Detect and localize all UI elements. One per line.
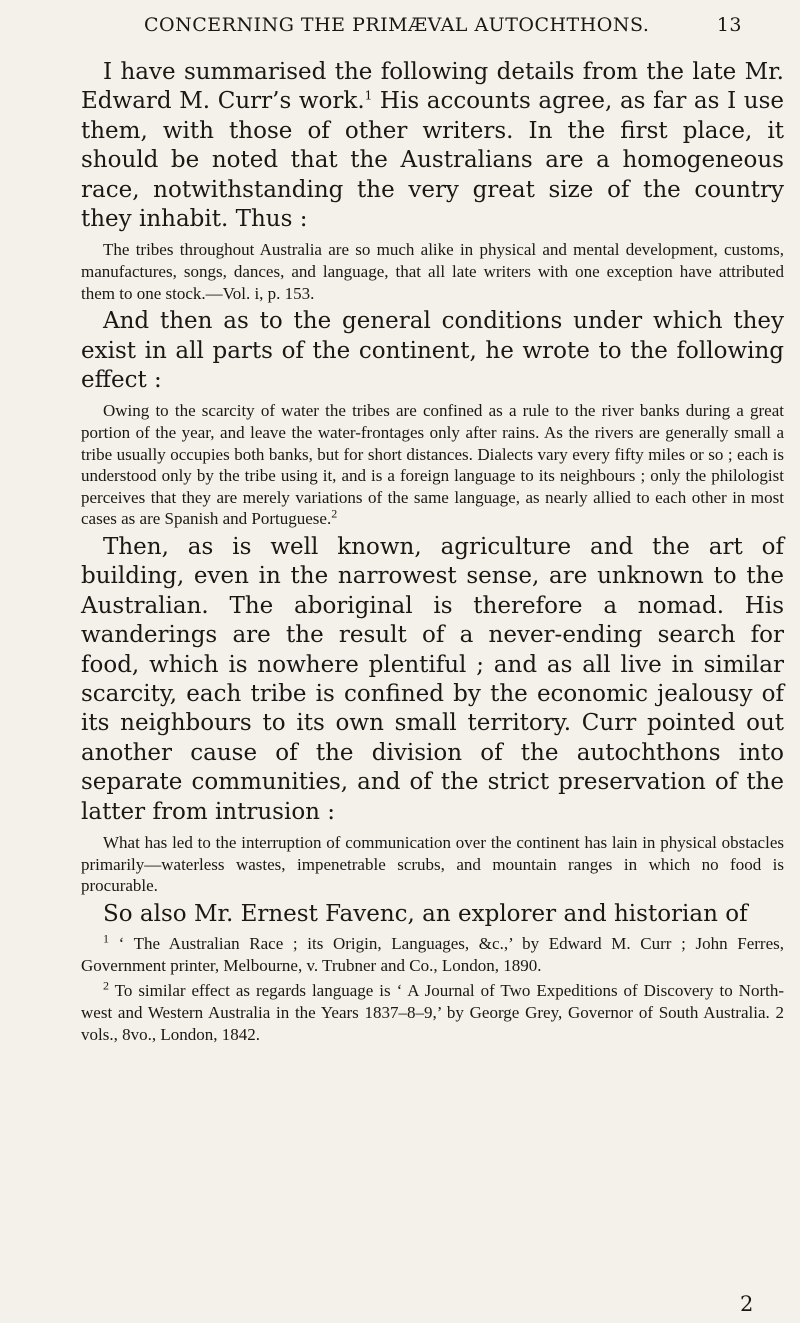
footnote-reference: 2 — [331, 506, 338, 521]
footnote-marker: 1 — [103, 931, 109, 946]
body-text: His accounts agree, as far as I use them, with those of other writers. In the first place, it should be noted that the Australians are a homogeneous race, notwithstanding the very great size of the country they inhabit. Thus : — [81, 88, 785, 233]
footnote-marker: 2 — [103, 978, 109, 993]
block-quote — [81, 400, 784, 530]
footnote — [81, 980, 784, 1045]
body-text: I have summarised the following details from the late Mr. Edward M. Curr’s work. — [81, 59, 784, 115]
body-text: Then, as is well known, agriculture and the art of building, even in the narrowest sense, are unknown to the Australian. The aboriginal is therefore a nomad. His wanderings are the result of a never-ending search for food, which is nowhere plentiful ; and as all live in similar scarcity, each tribe is confined by the economic jealousy of its neighbours to its own small territory. Curr pointed out another cause of the division of the autochthons into separate communities, and of the strict preservation of the latter from intrusion : — [81, 534, 784, 825]
footnote-reference: 1 — [364, 88, 373, 103]
block-quote — [81, 239, 784, 304]
body-paragraph — [81, 307, 784, 395]
footnote-text: To similar effect as regards language is ‘ A Journal of Two Expeditions of Discovery to North-west and Western Australia in the Years 1837–8–9,’ by George Grey, Governor of South Australia. 2 vols., 8vo., London, 1842. — [81, 981, 784, 1044]
page-number: 13 — [716, 14, 742, 36]
body-paragraph — [81, 533, 784, 827]
body-text: And then as to the general conditions under which they exist in all parts of the continent, he wrote to the following effect : — [81, 308, 784, 394]
body-paragraph — [81, 58, 784, 234]
body-text: So also Mr. Ernest Favenc, an explorer and historian of — [103, 900, 748, 927]
footnote-text: ‘ The Australian Race ; its Origin, Languages, &c.,’ by Edward M. Curr ; John Ferres, Government printer, Melbourne, v. Trubner and Co., London, 1890. — [81, 934, 784, 975]
quote-text: The tribes throughout Australia are so much alike in physical and mental development, customs, manufactures, songs, dances, and language, that all late writers with one exception have attributed them to one stock.—Vol. i, p. 153. — [81, 240, 784, 303]
running-head — [88, 14, 742, 36]
running-head-title: CONCERNING THE PRIMÆVAL AUTOCHTHONS. — [144, 14, 650, 36]
signature-mark: 2 — [740, 1292, 754, 1316]
footnotes — [81, 933, 784, 1045]
block-quote — [81, 832, 784, 897]
body-paragraph — [81, 900, 784, 929]
footnote — [81, 933, 784, 976]
quote-text: What has led to the interruption of communication over the continent has lain in physical obstacles primarily—waterless wastes, impenetrable scrubs, and mountain ranges in which no food is procurable. — [81, 833, 784, 896]
page-body — [81, 58, 784, 1045]
quote-text: Owing to the scarcity of water the tribes are confined as a rule to the river banks during a great portion of the year, and leave the water-frontages only after rains. As the rivers are generally small a tribe usually occupies both banks, but for short distances. Dialects vary every fifty miles or so ; each is understood only by the tribe using it, and is a foreign language to its neighbours ; only the philologist perceives that they are merely variations of the same language, as nearly allied to each other in most cases as are Spanish and Portuguese. — [81, 401, 784, 529]
